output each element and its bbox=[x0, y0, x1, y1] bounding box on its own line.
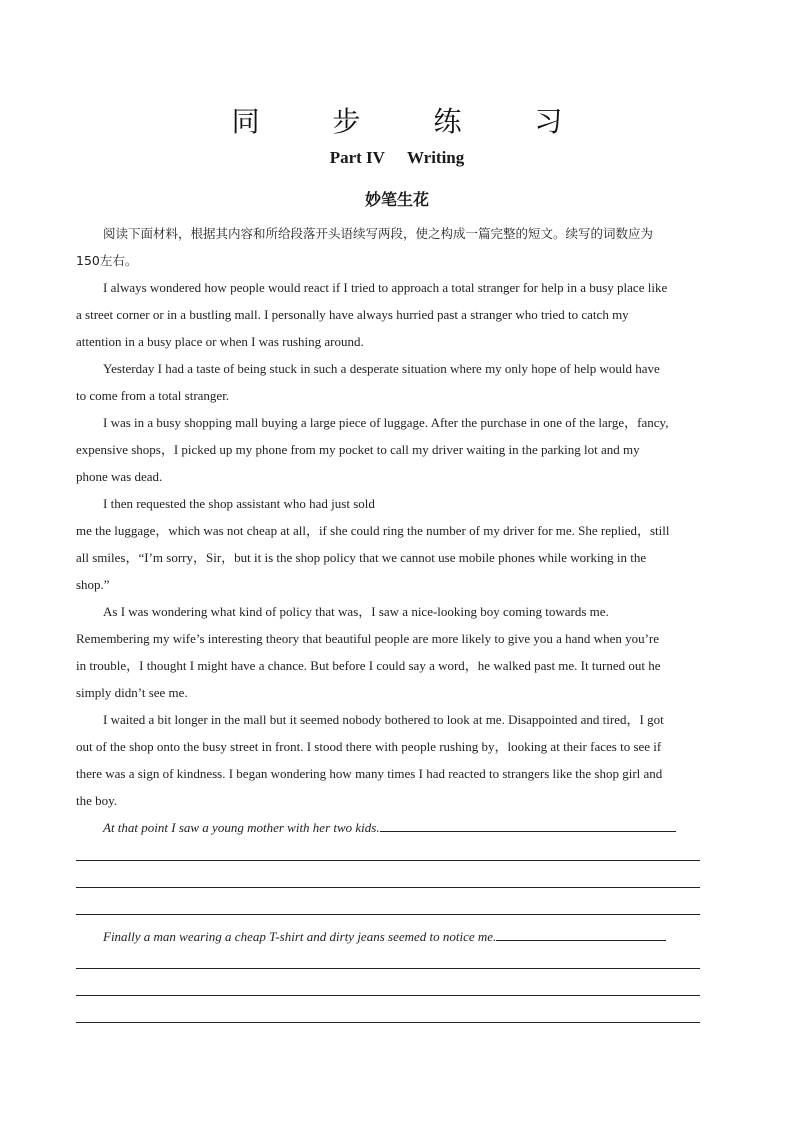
passage-line: I then requested the shop assistant who had just sold bbox=[103, 496, 375, 511]
page-title: 同 步 练 习 bbox=[231, 105, 595, 138]
passage-line: there was a sign of kindness. I began wondering how many times I had reacted to strangers like the shop girl and bbox=[76, 766, 663, 781]
passage-line: in trouble，I thought I might have a chance. But before I could say a word，he walked past me. It turned out he bbox=[76, 658, 661, 673]
passage-line: the boy. bbox=[76, 793, 118, 808]
passage-line: all smiles，“I’m sorry，Sir，but it is the shop policy that we cannot use mobile phones while working in the bbox=[76, 550, 647, 565]
answer-blank[interactable] bbox=[496, 939, 666, 941]
continuation-prompt-2 bbox=[76, 923, 726, 950]
answer-blank[interactable] bbox=[380, 830, 676, 832]
passage-line: to come from a total stranger. bbox=[76, 388, 230, 403]
passage-line: phone was dead. bbox=[76, 469, 163, 484]
passage-line: Yesterday I had a taste of being stuck in such a desperate situation where my only hope of help would have bbox=[103, 361, 660, 376]
instruction-line: 阅读下面材料，根据其内容和所给段落开头语续写两段，使之构成一篇完整的短文。续写的词数应为 bbox=[103, 226, 654, 241]
passage-line: I was in a busy shopping mall buying a large piece of luggage. After the purchase in one of the large，fancy, bbox=[103, 415, 669, 430]
passage-line: shop.” bbox=[76, 577, 110, 592]
passage-line: I waited a bit longer in the mall but it seemed nobody bothered to look at me. Disappointed and tired，I got bbox=[103, 712, 664, 727]
answer-line[interactable] bbox=[76, 995, 700, 996]
part-name: Writing bbox=[406, 148, 465, 167]
passage-line: simply didn’t see me. bbox=[76, 685, 188, 700]
passage-line: expensive shops，I picked up my phone from my pocket to call my driver waiting in the parking lot and my bbox=[76, 442, 640, 457]
part-label: Part IV bbox=[329, 148, 385, 167]
content-body-2 bbox=[76, 923, 726, 950]
passage-line: me the luggage，which was not cheap at all，if she could ring the number of my driver for me. She replied，still bbox=[76, 523, 670, 538]
passage-line: attention in a busy place or when I was rushing around. bbox=[76, 334, 364, 349]
instruction-line: 150左右。 bbox=[76, 253, 138, 268]
passage-line: Remembering my wife’s interesting theory that beautiful people are more likely to give you a hand when you’re bbox=[76, 631, 660, 646]
prompt-text: Finally a man wearing a cheap T-shirt and dirty jeans seemed to notice me. bbox=[103, 929, 497, 944]
answer-line[interactable] bbox=[76, 1022, 700, 1023]
continuation-prompt-1 bbox=[76, 814, 726, 841]
answer-line[interactable] bbox=[76, 887, 700, 888]
passage-line: out of the shop onto the busy street in front. I stood there with people rushing by，looking at their faces to see if bbox=[76, 739, 662, 754]
answer-line[interactable] bbox=[76, 968, 700, 969]
passage-line: As I was wondering what kind of policy that was，I saw a nice-looking boy coming towards me. bbox=[103, 604, 609, 619]
answer-line[interactable] bbox=[76, 914, 700, 915]
prompt-text: At that point I saw a young mother with her two kids. bbox=[103, 820, 380, 835]
content-body bbox=[76, 220, 726, 841]
part-heading bbox=[0, 148, 794, 168]
passage-line: I always wondered how people would react if I tried to approach a total stranger for help in a busy place like bbox=[103, 280, 668, 295]
answer-line[interactable] bbox=[76, 860, 700, 861]
passage-line: a street corner or in a bustling mall. I personally have always hurried past a stranger who tried to catch my bbox=[76, 307, 629, 322]
section-title: 妙笔生花 bbox=[364, 190, 429, 209]
